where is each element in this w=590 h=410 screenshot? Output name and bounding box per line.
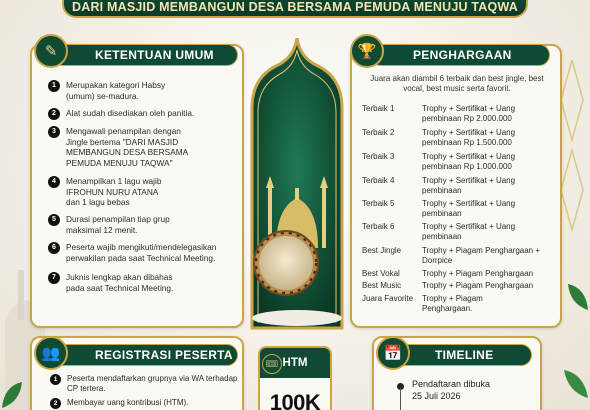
mosque-arch-illustration	[246, 38, 348, 334]
list-item: 2 Membayar uang kontribusi (HTM).	[50, 398, 240, 408]
document-check-icon: ✎	[34, 34, 68, 68]
list-item: 3 Mengawali penampilan dengan Jingle bertema "DARI MASJID MEMBANGUN DESA BERSAMA PEMUDA MENUJU TAQWA"	[48, 126, 198, 168]
timeline-line	[400, 388, 401, 410]
list-item: 5 Durasi penampilan tiap grup maksimal 12 menit.	[48, 214, 178, 235]
ketentuan-title: KETENTUAN UMUM	[95, 48, 214, 62]
banner-title: DARI MASJID MEMBANGUN DESA BERSAMA PEMUDA MENUJU TAQWA	[72, 0, 518, 14]
leaf-decoration-right	[566, 282, 590, 312]
list-item: 1 Peserta mendaftarkan grupnya via WA terhadap CP tertera.	[50, 374, 240, 394]
award-row: Terbaik 5 Trophy + Sertifikat + Uang pembinaan	[362, 199, 516, 218]
award-row: Terbaik 1 Trophy + Sertifikat + Uang pembinaan Rp 2.000.000	[362, 104, 516, 123]
award-row: Terbaik 6 Trophy + Sertifikat + Uang pembinaan	[362, 222, 516, 241]
timeline-entry	[412, 379, 490, 402]
timeline-date: 25 Juli 2026	[412, 390, 461, 401]
award-row: Best Jingle Trophy + Piagam Penghargaan + Dorrpice	[362, 246, 541, 265]
ticket-icon: 🎟	[262, 354, 282, 374]
award-row: Terbaik 2 Trophy + Sertifikat + Uang pembinaan Rp 1.500.000	[362, 128, 516, 147]
penghargaan-title: PENGHARGAAN	[413, 48, 512, 62]
list-item: 7 Juknis lengkap akan dibahas pada saat Technical Meeting.	[48, 272, 188, 293]
people-group-icon: 👥	[34, 336, 68, 370]
award-row: Juara Favorite Trophy + Piagam Penghargaan.	[362, 294, 483, 313]
list-item: 1 Merupakan kategori Habsy (umum) se-madura.	[48, 80, 178, 101]
htm-title: HTM	[282, 357, 308, 369]
registrasi-title: REGISTRASI PESERTA	[95, 348, 233, 362]
htm-price: 100K	[269, 390, 321, 410]
timeline-header	[392, 344, 532, 366]
award-row: Terbaik 3 Trophy + Sertifikat + Uang pembinaan Rp 1.000.000	[362, 152, 516, 171]
list-item: 6 Peserta wajib mengikuti/mendelegasikan perwakilan pada saat Technical Meeting.	[48, 242, 233, 263]
penghargaan-header	[370, 44, 550, 66]
award-row: Terbaik 4 Trophy + Sertifikat + Uang pembinaan	[362, 176, 516, 195]
ketentuan-header	[52, 44, 238, 66]
registrasi-list	[50, 374, 240, 410]
registrasi-header	[52, 344, 238, 366]
penghargaan-intro: Juara akan diambil 6 terbaik dan best jingle, best vocal, best music serta favorit.	[370, 74, 544, 93]
award-row: Best Music Trophy + Piagam Penghargaan	[362, 281, 534, 290]
list-item: 2 Alat sudah disediakan oleh panitia.	[48, 108, 238, 119]
award-row: Best Vokal Trophy + Piagam Penghargaan	[362, 269, 534, 278]
timeline-title: TIMELINE	[435, 348, 494, 362]
leaf-decoration-left	[0, 380, 24, 410]
timeline-event: Pendaftaran dibuka	[412, 379, 491, 389]
top-banner	[62, 0, 528, 18]
leaf-decoration-right-bottom	[562, 368, 590, 400]
list-item: 4 Menampilkan 1 lagu wajib IFROHUN NURU ATANA dan 1 lagu bebas	[48, 176, 173, 208]
calendar-icon: 📅	[376, 336, 410, 370]
trophy-icon: 🏆	[350, 34, 384, 68]
